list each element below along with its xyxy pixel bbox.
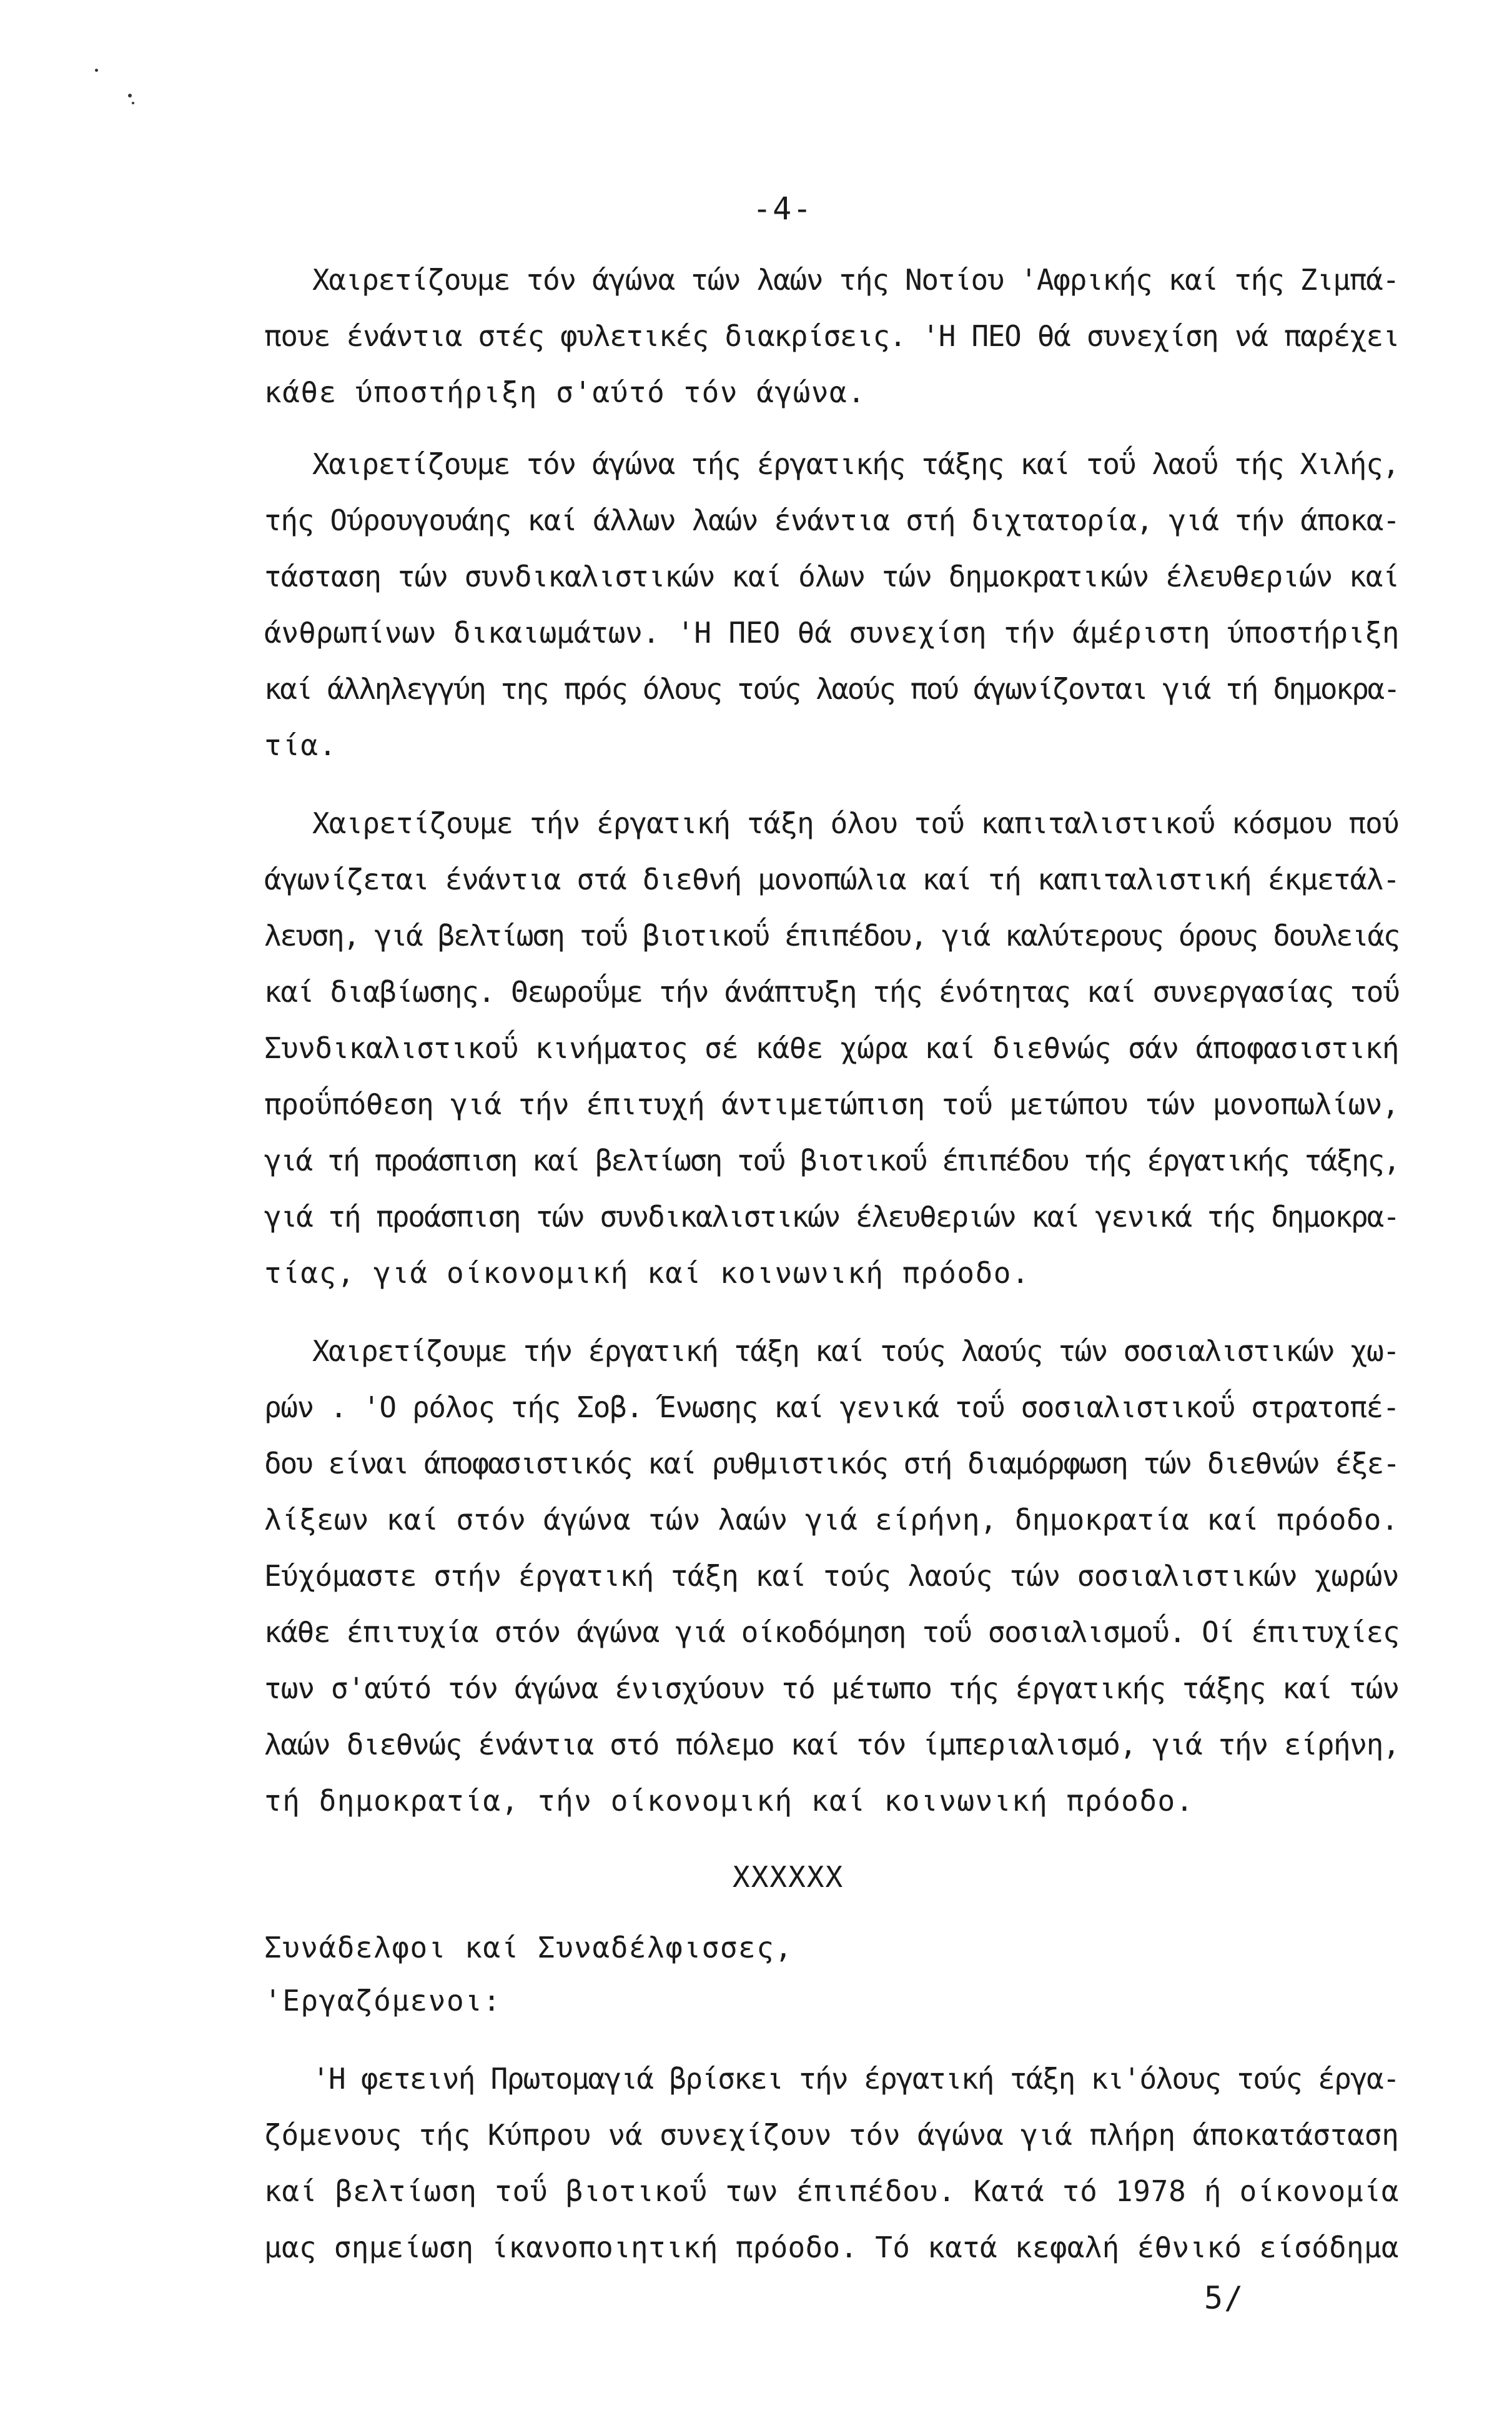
paragraph-4-line-4: λίξεων καί στόν άγώνα τών λαών γιά είρήνη, δημοκρατία καί πρόοδο.: [264, 1503, 1399, 1537]
paragraph-3-line-7: γιά τή προάσπιση καί βελτίωση τοΰ βιοτικοΰ έπιπέδου τής έργατικής τάξης,: [264, 1144, 1399, 1177]
paragraph-2-line-1: Χαιρετίζουμε τόν άγώνα τής έργατικής τάξης καί τοΰ λαοΰ τής Χιλής,: [312, 447, 1399, 481]
paragraph-2-line-6: τία.: [264, 728, 337, 762]
salutation-line-2: 'Εργαζόμενοι:: [264, 1984, 502, 2018]
paragraph-3-line-4: καί διαβίωσης. Θεωροΰμε τήν άνάπτυξη τής ένότητας καί συνεργασίας τοΰ: [264, 975, 1400, 1009]
paragraph-4-line-2: ρών . 'Ο ρόλος τής Σοβ. Ένωσης καί γενικά τοΰ σοσιαλιστικοΰ στρατοπέ-: [264, 1390, 1400, 1424]
paragraph-3-line-8: γιά τή προάσπιση τών συνδικαλιστικών έλευθεριών καί γενικά τής δημοκρα-: [264, 1200, 1399, 1234]
paragraph-3-line-9: τίας, γιά οίκονομική καί κοινωνική πρόοδο.: [264, 1256, 1030, 1290]
paragraph-4-line-3: δου είναι άποφασιστικός καί ρυθμιστικός στή διαμόρφωση τών διεθνών έξε-: [264, 1447, 1399, 1480]
closing-line-1: 'Η φετεινή Πρωτομαγιά βρίσκει τήν έργατική τάξη κι'όλους τούς έργα-: [312, 2062, 1400, 2096]
paragraph-4-line-6: κάθε έπιτυχία στόν άγώνα γιά οίκοδόμηση τοΰ σοσιαλισμοΰ. Οί έπιτυχίες: [264, 1615, 1400, 1649]
paragraph-3-line-5: Συνδικαλιστικοΰ κινήματος σέ κάθε χώρα καί διεθνώς σάν άποφασιστική: [264, 1031, 1400, 1065]
paragraph-4-line-9: τή δημοκρατία, τήν οίκονομική καί κοινωνική πρόοδο.: [264, 1784, 1194, 1818]
section-separator: XXXXXX: [733, 1860, 844, 1894]
paragraph-3-line-6: προΰπόθεση γιά τήν έπιτυχή άντιμετώπιση τοΰ μετώπου τών μονοπωλίων,: [264, 1087, 1400, 1121]
paragraph-2-line-4: άνθρωπίνων δικαιωμάτων. 'Η ΠΕΟ θά συνεχίση τήν άμέριστη ύποστήριξη: [264, 616, 1400, 650]
paragraph-2-line-5: καί άλληλεγγύη της πρός όλους τούς λαούς πού άγωνίζονται γιά τή δημοκρα-: [264, 672, 1399, 706]
page-number: -4-: [753, 191, 813, 227]
closing-line-2: ζόμενους τής Κύπρου νά συνεχίζουν τόν άγώνα γιά πλήρη άποκατάσταση: [264, 2118, 1399, 2152]
paragraph-3-line-3: λευση, γιά βελτίωση τοΰ βιοτικοΰ έπιπέδου, γιά καλύτερους όρους δουλειάς: [264, 919, 1399, 953]
paragraph-2-line-3: τάσταση τών συνδικαλιστικών καί όλων τών δημοκρατικών έλευθεριών καί: [264, 560, 1400, 593]
paragraph-4-line-5: Εύχόμαστε στήν έργατική τάξη καί τούς λαούς τών σοσιαλιστικών χωρών: [264, 1559, 1400, 1593]
paragraph-2-line-2: τής Ούρουγουάης καί άλλων λαών ένάντια στή διχτατορία, γιά τήν άποκα-: [264, 503, 1400, 537]
paragraph-1-line-3: κάθε ύποστήριξη σ'αύτό τόν άγώνα.: [264, 375, 866, 409]
paragraph-1-line-2: πουε ένάντια στές φυλετικές διακρίσεις. 'Η ΠΕΟ θά συνεχίση νά παρέχει: [264, 319, 1400, 353]
closing-line-3: καί βελτίωση τοΰ βιοτικοΰ των έπιπέδου. Κατά τό 1978 ή οίκονομία: [264, 2174, 1400, 2208]
paragraph-3-line-2: άγωνίζεται ένάντια στά διεθνή μονοπώλια καί τή καπιταλιστική έκμετάλ-: [264, 863, 1400, 896]
paragraph-4-line-7: των σ'αύτό τόν άγώνα ένισχύουν τό μέτωπο τής έργατικής τάξης καί τών: [264, 1671, 1400, 1705]
continuation-marker: 5/: [1204, 2280, 1245, 2316]
paragraph-4-line-1: Χαιρετίζουμε τήν έργατική τάξη καί τούς λαούς τών σοσιαλιστικών χω-: [312, 1334, 1400, 1368]
closing-line-4: μας σημείωση ίκανοποιητική πρόοδο. Τό κατά κεφαλή έθνικό είσόδημα: [264, 2230, 1399, 2264]
paragraph-4-line-8: λαών διεθνώς ένάντια στό πόλεμο καί τόν ίμπεριαλισμό, γιά τήν είρήνη,: [264, 1728, 1400, 1761]
salutation-line-1: Συνάδελφοι καί Συναδέλφισσες,: [264, 1931, 793, 1964]
paragraph-3-line-1: Χαιρετίζουμε τήν έργατική τάξη όλου τοΰ καπιταλιστικοΰ κόσμου πού: [312, 806, 1399, 840]
paragraph-1-line-1: Χαιρετίζουμε τόν άγώνα τών λαών τής Νοτίου 'Αφρικής καί τής Ζιμπά-: [312, 263, 1399, 297]
